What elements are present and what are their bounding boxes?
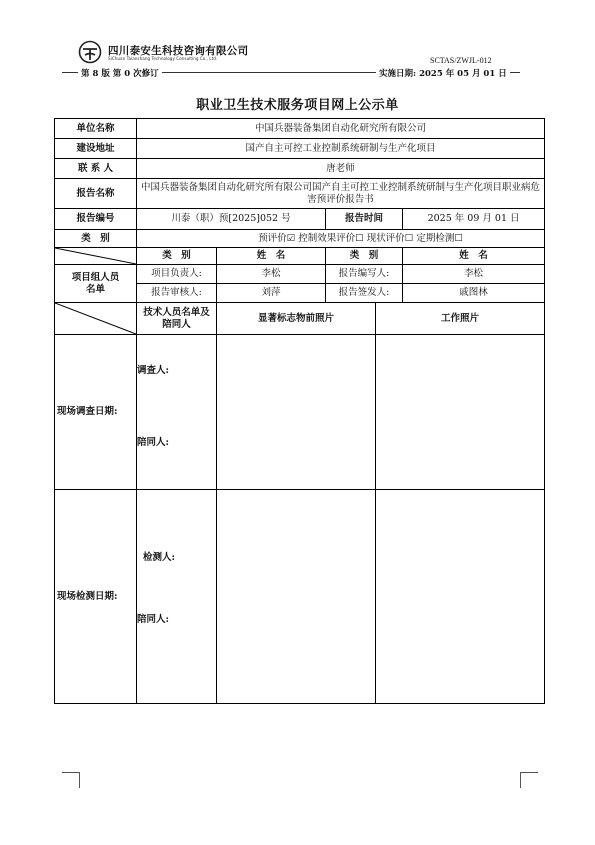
staff-role-2: 报告编写人:	[326, 265, 403, 284]
address-label: 建设地址	[55, 139, 137, 159]
staff-col-type: 类 别	[137, 248, 217, 265]
report-time-value: 2025 年 09 月 01 日	[403, 209, 545, 230]
row-test	[55, 490, 545, 704]
unit-name-label: 单位名称	[55, 119, 137, 139]
row-category	[55, 230, 545, 248]
survey-accompany-label: 陪同人:	[137, 437, 170, 448]
company-logo	[78, 40, 268, 64]
survey-sign-photo	[217, 335, 376, 490]
survey-work-photo	[376, 335, 545, 490]
staff-section-label: 项目组人员名单	[55, 265, 137, 303]
surveyor-label: 调查人:	[137, 365, 170, 376]
staff-col-name-2: 姓 名	[403, 248, 545, 265]
company-name-en: SiChuan Taianshang Technology Consulting Co., Ltd.	[108, 56, 218, 61]
staff-role: 报告审核人:	[137, 284, 217, 303]
row-report-name	[55, 179, 545, 209]
photos-col-staff: 技术人员名单及陪同人	[137, 303, 217, 335]
report-no-label: 报告编号	[55, 209, 137, 230]
survey-staff-cell	[137, 335, 217, 490]
test-accompany-label: 陪同人:	[137, 614, 170, 625]
company-name-cn: 四川泰安生科技咨询有限公司	[108, 45, 249, 57]
report-no-value: 川泰（职）预[2025]052 号	[137, 209, 326, 230]
row-photos-header	[55, 303, 545, 335]
crop-mark-left	[62, 772, 80, 788]
row-contact	[55, 159, 545, 179]
company-logo-icon	[78, 40, 102, 64]
staff-name-2: 李松	[403, 265, 545, 284]
unit-name-value: 中国兵器装备集团自动化研究所有限公司	[137, 119, 545, 139]
test-sign-photo	[217, 490, 376, 704]
category-label: 类 别	[55, 230, 137, 248]
notice-table	[54, 118, 545, 704]
report-name-label: 报告名称	[55, 179, 137, 209]
staff-role: 项目负责人:	[137, 265, 217, 284]
photos-col-work: 工作照片	[376, 303, 545, 335]
edition-info: 第 8 版 第 0 次修订	[78, 67, 162, 79]
report-name-value: 中国兵器装备集团自动化研究所有限公司国产自主可控工业控制系统研制与生产化项目职业病危害预评价报告书	[137, 179, 545, 209]
test-work-photo	[376, 490, 545, 704]
page-title: 职业卫生技术服务项目网上公示单	[196, 98, 399, 113]
staff-col-name: 姓 名	[217, 248, 326, 265]
row-staff-header	[55, 248, 545, 265]
test-date-label: 现场检测日期:	[55, 490, 137, 704]
photos-col-sign: 显著标志物前照片	[217, 303, 376, 335]
address-value: 国产自主可控工业控制系统研制与生产化项目	[137, 139, 545, 159]
contact-label: 联 系 人	[55, 159, 137, 179]
staff-header-diagonal	[55, 248, 137, 265]
row-unit-name	[55, 119, 545, 139]
test-staff-cell	[137, 490, 217, 704]
staff-role-2: 报告签发人:	[326, 284, 403, 303]
staff-col-type-2: 类 别	[326, 248, 403, 265]
staff-name: 刘萍	[217, 284, 326, 303]
photos-header-diagonal	[55, 303, 137, 335]
effective-date: 实施日期: 2025 年 05 月 01 日	[376, 67, 510, 79]
row-survey	[55, 335, 545, 490]
category-options: 预评价☑ 控制效果评价☐ 现状评价☐ 定期检测☐	[137, 230, 545, 248]
contact-value: 唐老师	[137, 159, 545, 179]
row-address	[55, 139, 545, 159]
staff-name-2: 戚图林	[403, 284, 545, 303]
row-report-no	[55, 209, 545, 230]
report-time-label: 报告时间	[326, 209, 403, 230]
survey-date-label: 现场调查日期:	[55, 335, 137, 490]
crop-mark-right	[520, 772, 538, 788]
document-code: SCTAS/ZWJL-012	[430, 56, 492, 65]
tester-label: 检测人:	[143, 552, 176, 563]
row-staff-1	[55, 265, 545, 284]
staff-name: 李松	[217, 265, 326, 284]
